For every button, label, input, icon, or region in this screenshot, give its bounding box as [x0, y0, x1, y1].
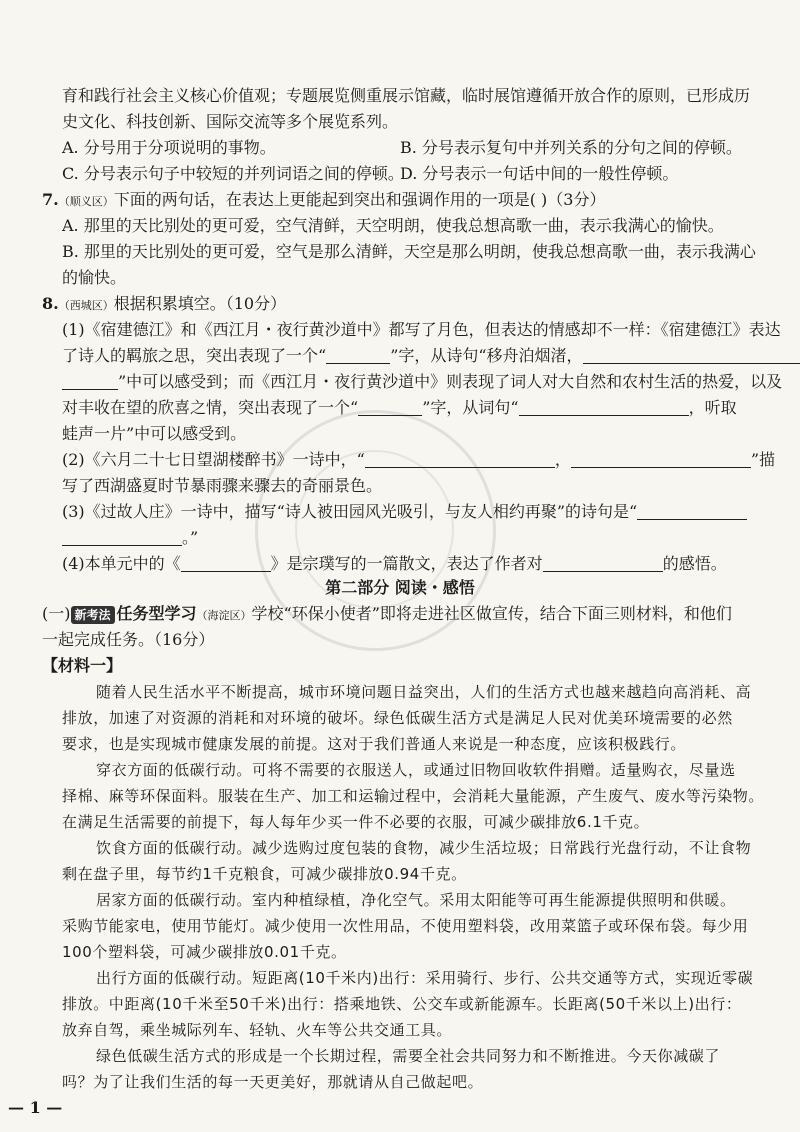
answer-blank[interactable] — [637, 503, 747, 520]
material-line: 出行方面的低碳行动。短距离(10千米内)出行：采用骑行、步行、公共交通等方式，实现近零碳 — [96, 969, 754, 987]
q8-p1-line — [62, 370, 782, 394]
text-fragment: 的感悟。 — [662, 554, 727, 573]
text-fragment: ”中可以感受到；而《西江月・夜行黄沙道中》则表现了词人对大自然和农村生活的热爱，以及 — [118, 372, 783, 391]
material-line: 放弃自驾，乘坐城际列车、轻轨、火车等公共交通工具。 — [62, 1021, 453, 1039]
text-fragment: ， — [554, 450, 571, 469]
material-line: 排放。中距离(10千米至50千米)出行：搭乘地铁、公交车或新能源车。长距离(50千米以上)出行： — [62, 995, 742, 1013]
answer-blank[interactable] — [583, 347, 800, 364]
task-type-label: 任务型学习 — [116, 604, 197, 623]
q6-option-a: A. 分号用于分项说明的事物。 — [62, 138, 276, 157]
q6-option-c: C. 分号表示句子中较短的并列词语之间的停顿。 — [62, 164, 404, 183]
answer-blank[interactable] — [358, 399, 422, 416]
new-method-badge: 新考法 — [71, 606, 115, 624]
part-prefix: (一) — [42, 604, 71, 623]
continued-text-line: 史文化、科技创新、国际交流等多个展览系列。 — [62, 112, 399, 131]
question-number: 8. — [42, 294, 59, 313]
material-line: 择棉、麻等环保面料。服装在生产、加工和运输过程中，会消耗大量能源，产生废气、废水等污染物。 — [62, 787, 765, 805]
text-fragment: (3)《过故人庄》一诗中，描写“诗人被田园风光吸引，与友人相约再聚”的诗句是“ — [62, 502, 638, 521]
region-tag: （西城区） — [58, 299, 114, 312]
q8-p1-line — [62, 344, 800, 368]
q7-stem — [42, 188, 605, 214]
answer-blank[interactable] — [543, 555, 663, 572]
q7-option-b-cont: 的愉快。 — [62, 268, 127, 287]
q8-p2-line: 写了西湖盛夏时节暴雨骤来骤去的奇丽景色。 — [62, 476, 383, 495]
q8-stem — [42, 292, 286, 318]
q6-option-b: B. 分号表示复句中并列关系的分句之间的停顿。 — [400, 138, 742, 157]
part1-intro — [42, 602, 732, 628]
answer-blank[interactable] — [365, 451, 555, 468]
material-line: 随着人民生活水平不断提高，城市环境问题日益突出，人们的生活方式也越来越趋向高消耗、高 — [96, 683, 752, 701]
material-line: 采购节能家电，使用节能灯。减少使用一次性用品，不使用塑料袋，改用菜篮子或环保布袋。每少用 — [62, 917, 749, 935]
q8-p4-line — [62, 552, 727, 576]
material-line: 剩在盘子里，每节约1千克粮食，可减少碳排放0.94千克。 — [62, 865, 467, 883]
text-fragment: (2)《六月二十七日望湖楼醉书》一诗中，“ — [62, 450, 365, 469]
text-fragment: ”字，从诗句“移舟泊烟渚， — [390, 346, 583, 365]
text-fragment: 了诗人的羁旅之思，突出表现了一个“ — [62, 346, 327, 365]
continued-text-line: 育和践行社会主义核心价值观；专题展览侧重展示馆藏，临时展馆遵循开放合作的原则，已形成历 — [62, 86, 751, 105]
material-line: 穿衣方面的低碳行动。可将不需要的衣服送人，或通过旧物回收软件捐赠。适量购衣，尽量选 — [96, 761, 736, 779]
page-number-value: 1 — [29, 1098, 41, 1117]
answer-blank[interactable] — [571, 451, 751, 468]
part1-intro-cont: 一起完成任务。（16分） — [42, 630, 215, 649]
q8-p1-line: 蛙声一片”中可以感受到。 — [62, 424, 247, 443]
part1-text: 学校“环保小使者”即将走进社区做宣传，结合下面三则材料，和他们 — [251, 604, 732, 623]
page-number: — 1 — — [8, 1098, 63, 1117]
material-line: 吗？为了让我们生活的每一天更美好，那就请从自己做起吧。 — [62, 1073, 484, 1091]
text-fragment: 对丰收在望的欣喜之情，突出表现了一个“ — [62, 398, 359, 417]
q8-p3-line — [62, 500, 747, 524]
text-fragment: ，听取 — [688, 398, 737, 417]
q8-stem-text: 根据积累填空。（10分） — [113, 294, 287, 313]
material-line: 居家方面的低碳行动。室内种植绿植，净化空气。采用太阳能等可再生能源提供照明和供暖。 — [96, 891, 736, 909]
answer-blank[interactable] — [62, 373, 118, 390]
material-line: 100个塑料袋，可减少碳排放0.01千克。 — [62, 943, 347, 961]
answer-blank[interactable] — [326, 347, 390, 364]
q7-option-b: B. 那里的天比别处的更可爱，空气是那么清鲜，天空是那么明朗，使我总想高歌一曲，表示我满心 — [62, 242, 756, 261]
q7-option-a: A. 那里的天比别处的更可爱，空气清鲜，天空明朗，使我总想高歌一曲，表示我满心的愉快。 — [62, 216, 724, 235]
region-tag: （海淀区） — [196, 609, 252, 622]
text-fragment: ”描 — [750, 450, 776, 469]
q8-p1-line — [62, 396, 737, 420]
answer-blank[interactable] — [519, 399, 689, 416]
material-label: 【材料一】 — [42, 656, 123, 675]
material-line: 要求，也是实现城市健康发展的前提。这对于我们普通人来说是一种态度，应该积极践行。 — [62, 735, 687, 753]
q7-stem-text: 下面的两句话，在表达上更能起到突出和强调作用的一项是( )（3分） — [113, 190, 606, 209]
q8-p1-line: (1)《宿建德江》和《西江月・夜行黄沙道中》都写了月色，但表达的情感却不一样：《宿建德江》表达 — [62, 320, 781, 339]
material-line: 绿色低碳生活方式的形成是一个长期过程，需要全社会共同努力和不断推进。今天你减碳了 — [96, 1047, 721, 1065]
material-line: 排放，加速了对资源的消耗和对环境的破坏。绿色低碳生活方式是满足人民对优美环境需要的必然 — [62, 709, 733, 727]
question-number: 7. — [42, 190, 59, 209]
text-fragment: 》是宗璞写的一篇散文，表达了作者对 — [270, 554, 543, 573]
answer-blank[interactable] — [181, 555, 271, 572]
section-title: 第二部分 阅读・感悟 — [325, 578, 475, 597]
region-tag: （顺义区） — [58, 195, 114, 208]
text-fragment: (4)本单元中的《 — [62, 554, 181, 573]
q8-p2-line — [62, 448, 775, 472]
q8-p3-line — [62, 526, 198, 550]
q6-option-d: D. 分号表示一句话中间的一般性停顿。 — [400, 164, 679, 183]
material-line: 在满足生活需要的前提下，每人每年少买一件不必要的衣服，可减少碳排放6.1千克。 — [62, 813, 650, 831]
text-fragment: ”字，从词句“ — [422, 398, 519, 417]
material-line: 饮食方面的低碳行动。减少选购过度包装的食物，减少生活垃圾；日常践行光盘行动，不让食物 — [96, 839, 752, 857]
text-fragment: 。” — [182, 528, 199, 547]
answer-blank[interactable] — [62, 529, 182, 546]
